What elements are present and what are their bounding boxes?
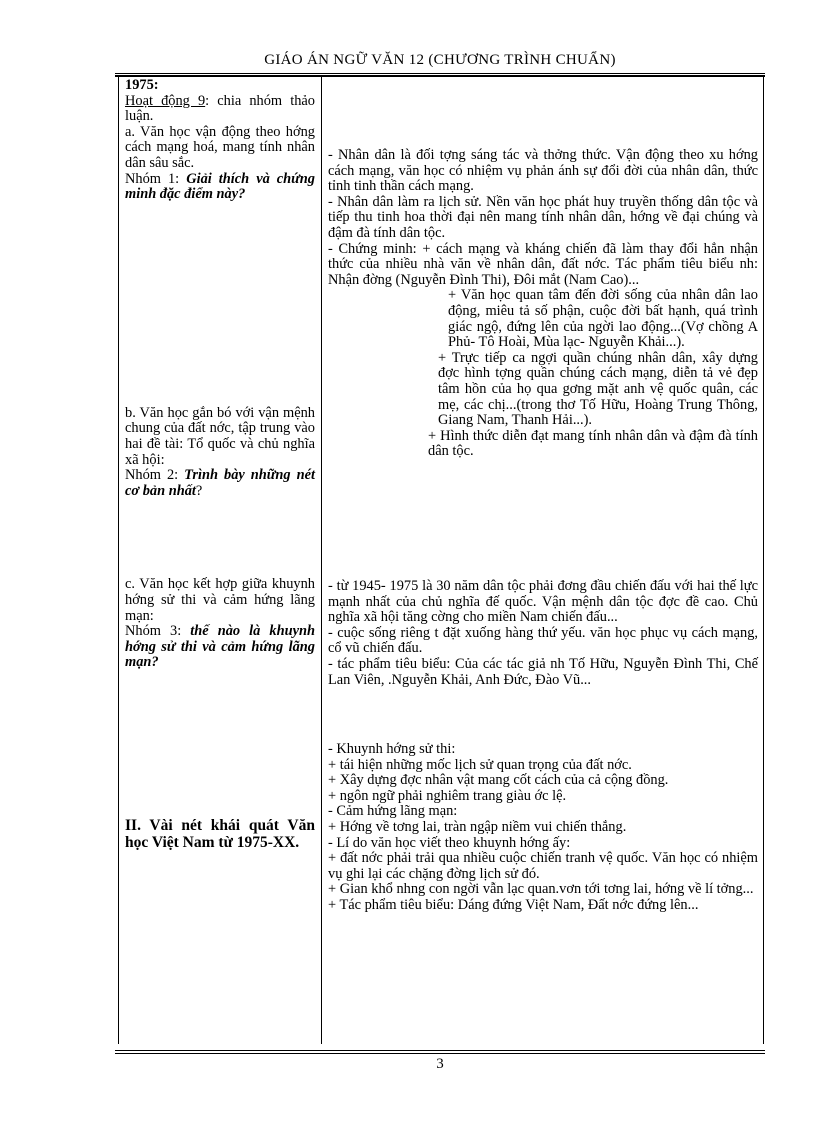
right-block-c [328,742,758,914]
answer-b-2: - cuộc sống riêng t đặt xuống hàng thứ yếu. văn học phục vụ cách mạng, cổ vũ chiến đấu. [328,624,758,657]
activity-label: Hoạt động 9 [125,92,206,109]
page-header: GIÁO ÁN NGỮ VĂN 12 (CHƯƠNG TRÌNH CHUẨN) [264,52,616,68]
answer-c-1: - Khuynh hớng sử thi: [328,741,456,757]
table-right-border [763,76,764,1044]
answer-c-7: - Lí do văn học viết theo khuynh hớng ấy: [328,834,571,851]
group-2-label: Nhóm 2: [125,467,185,484]
year-heading: 1975: [125,77,159,93]
answer-c-4: + ngôn ngữ phải nghiêm trang giàu ớc lệ. [328,787,567,804]
left-column [125,78,315,851]
answer-c-2: + tái hiện những mốc lịch sử quan trọng của đất nớc. [328,756,632,773]
table-left-border [118,76,119,1044]
right-block-b [328,579,758,688]
group-3-label: Nhóm 3: [125,623,191,640]
answer-c-8: + đất nớc phải trải qua nhiều cuộc chiến tranh vệ quốc. Văn học có nhiệm vụ ghi lại các chặng đờng lịch sử đó. [328,850,758,882]
answer-b-3: - tác phẩm tiêu biểu: Của các tác giả nh Tố Hữu, Nguyễn Đình Thi, Chế Lan Viên, .Nguyễn Khải, Anh Đức, Đào Vũ... [328,655,758,688]
group-1-question: Giải thích và chứng minh đặc điểm này? [125,170,316,203]
answer-c-3: + Xây dựng đợc nhân vật mang cốt cách của cả cộng đồng. [328,772,669,789]
page-number: 3 [436,1056,444,1072]
section-2-heading: II. Vài nét khái quát Văn học Việt Nam từ 1975-XX. [125,816,315,851]
answer-c-9: + Gian khổ nhng con ngời vẫn lạc quan.vơn tới tơng lai, hớng về lí tởng... [328,881,754,898]
answer-c-6: + Hớng về tơng lai, tràn ngập niềm vui chiến thắng. [328,818,627,835]
answer-a-4: + Văn học quan tâm đến đời sống của nhân dân lao động, miêu tả số phận, cuộc đời bất hạnh, quá trình giác ngộ, đứng lên của ngời lao động...(Vợ chồng A Phủ- Tô Hoài, Mùa lạc- Nguyễn Khải...). [448,287,758,351]
right-block-a [328,148,758,460]
section-b-title: b. Văn học gắn bó với vận mệnh chung của đất nớc, tập trung vào hai đề tài: Tổ quốc và chủ nghĩa xã hội: [125,404,315,468]
footer-rule-bottom [115,1053,765,1054]
group-1-task [125,172,315,203]
group-3-task [125,624,315,671]
activity-line [125,94,315,125]
section-c-title: c. Văn học kết hợp giữa khuynh hớng sử thi và cảm hứng lãng mạn: [125,576,315,624]
table-column-divider [321,76,322,1044]
header-rule [115,73,765,74]
group-2-task [125,468,315,499]
answer-a-3: - Chứng minh: + cách mạng và kháng chiến đã làm thay đổi hẳn nhận thức của nhiều nhà văn về nhân dân, đất nớc. Tác phẩm tiêu biểu nh: Nhận đờng (Nguyễn Đình Thi), Đôi mắt (Nam Cao)... [328,240,758,288]
answer-a-5: + Trực tiếp ca ngợi quần chúng nhân dân, xây dựng đợc hình tợng quần chúng cách mạng, diễn tả vẻ đẹp tâm hồn của họ qua gơng mặt anh vệ quốc quân, các mẹ, các chị...(trong thơ Tố Hữu, Hoàng Trung Thông, Giang Nam, Thanh Hải...). [438,349,758,429]
activity-rest: : chia nhóm thảo luận. [125,92,315,125]
table-top-border [115,75,765,77]
answer-a-2: - Nhân dân làm ra lịch sử. Nền văn học phát huy truyền thống dân tộc và tiếp thu tinh hoa thời đại nên mang tính nhân dân, hớng về đại chúng và đậm đà tính dân tộc. [328,193,758,241]
group-2-mark: ? [195,482,203,499]
group-2-question: Trình bày những nét cơ bản nhất [125,467,315,499]
answer-a-1: - Nhân dân là đối tợng sáng tác và thởng thức. Vận động theo xu hớng cách mạng, văn học có nhiệm vụ phản ánh sự đổi đời của nhân dân, thức tỉnh tinh thần cách mạng. [328,147,758,195]
group-3-question: thế nào là khuynh hớng sử thi và cảm hứng lãng mạn? [125,623,315,671]
group-1-label: Nhóm 1: [125,170,187,187]
answer-c-10: + Tác phẩm tiêu biểu: Dáng đứng Việt Nam, Đất nớc đứng lên... [328,896,699,913]
section-a-title: a. Văn học vận động theo hớng cách mạng hoá, mang tính nhân dân sâu sắc. [125,123,315,171]
answer-b-1: - từ 1945- 1975 là 30 năm dân tộc phải đơng đầu chiến đấu với hai thế lực mạnh nhất của chủ nghĩa đế quốc. Vận mệnh dân tộc đợc đề cao. Chủ nghĩa xã hội tăng cờng cho miền Nam chiến đấu... [328,578,758,626]
footer-rule-top [115,1050,765,1051]
answer-c-5: - Cảm hứng lãng mạn: [328,803,458,820]
answer-a-6: + Hình thức diễn đạt mang tính nhân dân và đậm đà tính dân tộc. [428,427,758,460]
